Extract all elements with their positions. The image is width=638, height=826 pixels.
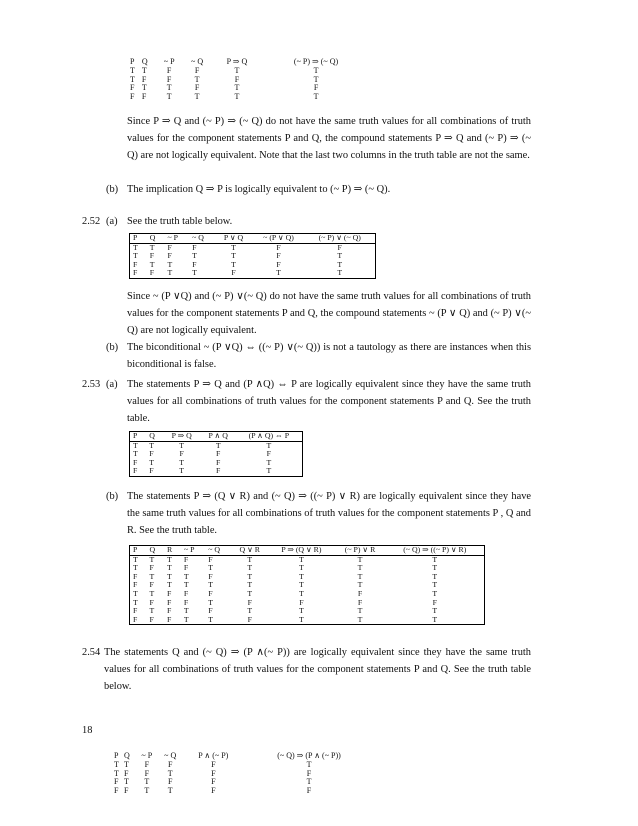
- bottom-table-cell: T: [167, 786, 173, 796]
- table-253b-cell: T: [183, 614, 189, 624]
- top-table-header: P: [130, 57, 135, 66]
- table-253b-cell: T: [432, 571, 438, 581]
- table-253a-header: P ∧ Q: [201, 432, 237, 442]
- table-253b-cell: T: [247, 580, 253, 590]
- table-253b-cell: T: [299, 563, 304, 573]
- table-252-cell: T: [276, 268, 281, 278]
- top-table-cell: T: [130, 74, 135, 84]
- bottom-table-cell: F: [144, 759, 150, 769]
- table-253a-cell: F: [179, 449, 184, 459]
- paragraph-252-conclusion: Since ~ (P ∨Q) and (~ P) ∨(~ Q) do not have the same truth values for all combinations of truth values for the component statements P and Q, the compound statements ~ (P ∨ Q) and (~ P) ∨(~ Q) are not logically equivalent.: [127, 291, 531, 336]
- top-table-cell: T: [194, 74, 200, 84]
- table-253b-cell: T: [299, 554, 304, 564]
- table-253b-cell: T: [133, 597, 138, 607]
- table-253b-cell: F: [149, 580, 154, 590]
- table-253b-cell: F: [208, 588, 213, 598]
- bottom-table-cell: F: [306, 768, 312, 778]
- bottom-table-cell: F: [211, 786, 216, 796]
- table-252-cell: F: [149, 251, 155, 261]
- bottom-table-header: P ∧ (~ P): [198, 751, 229, 760]
- label-253b: (b): [106, 491, 119, 502]
- table-253a-cell: T: [133, 440, 138, 450]
- table-252-cell: T: [231, 242, 236, 252]
- table-253b-row: [130, 573, 485, 582]
- table-252-cell: T: [167, 268, 173, 278]
- table-252-cell: T: [337, 251, 343, 261]
- top-table-cell: F: [166, 74, 172, 84]
- bottom-table-cell: T: [114, 759, 119, 769]
- table-253a-cell: F: [216, 449, 221, 459]
- problem-number-254: 2.54: [82, 647, 101, 658]
- table-252-cell: F: [192, 242, 197, 252]
- table-252-cell: F: [276, 242, 281, 252]
- table-253b-cell: F: [247, 597, 252, 607]
- table-253a-cell: T: [266, 457, 272, 467]
- bottom-table-cell: F: [211, 759, 216, 769]
- table-252-cell: F: [133, 268, 138, 278]
- table-253a-cell: F: [266, 449, 272, 459]
- top-table-cell: T: [166, 92, 172, 102]
- table-253b-row: [130, 599, 485, 608]
- table-253b-cell: T: [299, 606, 304, 616]
- table-253b-header: ~ Q: [205, 546, 231, 556]
- label-251b: (b): [106, 184, 119, 195]
- table-253a-cell: F: [149, 466, 154, 476]
- table-253a-cell: T: [266, 440, 272, 450]
- top-table-cell: T: [313, 92, 319, 102]
- bottom-table-cell: T: [306, 759, 312, 769]
- bottom-table-cell: T: [114, 768, 119, 778]
- table-252-header: P ∨ Q: [216, 234, 253, 244]
- label-253a: (a): [106, 379, 118, 390]
- table-253b-cell: F: [357, 588, 363, 598]
- table-253b-cell: T: [432, 614, 438, 624]
- truth-table-bottom: [114, 752, 374, 796]
- table-253b-cell: T: [299, 571, 304, 581]
- top-table-header: ~ P: [163, 57, 175, 66]
- top-table-row: [130, 76, 370, 85]
- top-table-cell: T: [166, 83, 172, 93]
- table-253b-cell: F: [167, 588, 172, 598]
- table-252-cell: F: [276, 251, 281, 261]
- table-252-cell: T: [133, 251, 138, 261]
- table-253a-header: P ⇒ Q: [164, 432, 201, 442]
- table-253b-row: [130, 564, 485, 573]
- table-253b-cell: T: [247, 563, 253, 573]
- text-254: The statements Q and (~ Q) ⇒ (P ∧(~ P)) are logically equivalent since they have the same truth values for all combinations of truth values for the component statements P and Q. See the truth table below.: [104, 647, 531, 692]
- top-table-cell: F: [141, 92, 147, 102]
- table-253a-cell: T: [149, 440, 155, 450]
- table-253b-cell: F: [183, 554, 189, 564]
- table-253b-cell: T: [357, 571, 363, 581]
- table-253b-cell: T: [432, 554, 438, 564]
- table-253b-cell: T: [432, 588, 438, 598]
- table-253a-cell: F: [133, 457, 138, 467]
- table-253b-cell: T: [357, 563, 363, 573]
- text-252b: The biconditional ~ (P ∨Q) ⇔ ((~ P) ∨(~ Q)) is not a tautology as there are instances when this biconditional is false.: [127, 342, 531, 370]
- top-table-cell: T: [141, 83, 147, 93]
- table-253b-header: (~ P) ∨ R: [335, 546, 387, 556]
- table-253b-cell: F: [149, 563, 154, 573]
- table-252-header: Q: [147, 234, 165, 244]
- table-253b-header: Q: [147, 546, 165, 556]
- table-252-cell: T: [231, 251, 236, 261]
- top-table-cell: T: [234, 65, 240, 75]
- table-253b-cell: T: [247, 571, 253, 581]
- bottom-table-cell: F: [167, 777, 173, 787]
- table-253b-cell: T: [357, 580, 363, 590]
- table-252-header: ~ (P ∨ Q): [253, 234, 306, 244]
- bottom-table-cell: F: [114, 777, 119, 787]
- table-253b-header: P ⇒ (Q ∨ R): [269, 546, 334, 556]
- table-253b-cell: F: [208, 571, 213, 581]
- table-253b-cell: F: [167, 606, 172, 616]
- table-253a-header: Q: [146, 432, 163, 442]
- text-252a: See the truth table below.: [127, 216, 233, 227]
- table-253b-cell: T: [133, 554, 138, 564]
- table-253b-cell: F: [149, 597, 154, 607]
- top-table-cell: F: [234, 74, 240, 84]
- table-253b-header: R: [164, 546, 181, 556]
- bottom-table-cell: T: [144, 786, 150, 796]
- table-252-cell: T: [149, 259, 155, 269]
- top-table-cell: F: [130, 92, 135, 102]
- problem-number-252: 2.52: [82, 216, 101, 227]
- table-253b-cell: F: [208, 554, 213, 564]
- table-253b-cell: F: [299, 597, 304, 607]
- top-table-row: [130, 84, 370, 93]
- table-253b-cell: T: [299, 580, 304, 590]
- table-253b-cell: T: [167, 563, 172, 573]
- table-253b-cell: F: [167, 614, 172, 624]
- table-253b-header: Q ∨ R: [231, 546, 269, 556]
- table-253b-cell: F: [183, 597, 189, 607]
- table-252-cell: T: [192, 268, 197, 278]
- top-table-cell: T: [313, 74, 319, 84]
- table-253b-cell: T: [183, 571, 189, 581]
- top-table-cell: T: [130, 65, 135, 75]
- table-252-cell: T: [149, 242, 155, 252]
- text-253b: The statements P ⇒ (Q ∨ R) and (~ Q) ⇒ ((~ P) ∨ R) are logically equivalent since they have the same truth values for all combinations of truth values for the component statements P , Q and R. See the truth table.: [127, 491, 531, 536]
- table-253a-header: P: [130, 432, 147, 442]
- table-252-cell: F: [337, 242, 342, 252]
- top-table-cell: F: [130, 83, 135, 93]
- top-table-header: Q: [141, 57, 148, 66]
- table-253a-cell: T: [266, 466, 272, 476]
- text-253a: The statements P ⇒ Q and (P ∧Q) ⇔ P are logically equivalent since they have the same truth values for all combinations of truth values for the component statements P and Q. See the truth table.: [127, 379, 531, 424]
- table-253a-cell: T: [179, 466, 185, 476]
- table-253b-cell: T: [247, 588, 253, 598]
- table-252-cell: F: [167, 251, 172, 261]
- table-253b-cell: T: [167, 554, 172, 564]
- table-253b-cell: T: [149, 571, 155, 581]
- table-252-row: [130, 269, 376, 278]
- table-253b-cell: T: [247, 606, 253, 616]
- table-253b-row: [130, 555, 485, 564]
- table-253a-cell: F: [216, 457, 221, 467]
- table-253b-cell: F: [432, 597, 437, 607]
- table-253b-cell: T: [299, 614, 304, 624]
- table-253a-cell: T: [215, 440, 221, 450]
- bottom-table-row: [114, 770, 374, 779]
- bottom-table-header: P: [114, 751, 119, 760]
- table-252-cell: F: [149, 268, 155, 278]
- table-253b-cell: F: [167, 597, 172, 607]
- table-253b-cell: T: [133, 563, 138, 573]
- table-253b-cell: T: [183, 580, 189, 590]
- truth-table-252: [129, 233, 376, 279]
- top-table-cell: F: [141, 74, 147, 84]
- table-253b-cell: F: [149, 614, 154, 624]
- table-253b-cell: T: [149, 606, 155, 616]
- paragraph-251-conclusion: Since P ⇒ Q and (~ P) ⇒ (~ Q) do not have the same truth values for all combinations of truth values for the component statements P and Q, the compound statements P ⇒ Q and (~ P) ⇒ (~ Q) are not logically equivalent. Note that the last two columns in the truth table are not the same.: [127, 116, 531, 161]
- table-253b-cell: T: [432, 606, 438, 616]
- table-253b-cell: T: [208, 597, 213, 607]
- table-253b-cell: T: [167, 580, 172, 590]
- page-number: 18: [82, 725, 93, 736]
- table-253b-cell: T: [432, 580, 438, 590]
- bottom-table-cell: F: [211, 768, 216, 778]
- bottom-table-row: [114, 787, 374, 796]
- table-253b-cell: F: [183, 563, 189, 573]
- table-253b-cell: T: [167, 571, 172, 581]
- bottom-table-cell: F: [123, 768, 129, 778]
- bottom-table-header: ~ P: [141, 751, 153, 760]
- table-253a-cell: F: [149, 449, 154, 459]
- table-253b-row: [130, 590, 485, 599]
- problem-number-253: 2.53: [82, 379, 101, 390]
- table-253b-cell: T: [208, 614, 213, 624]
- table-253a-cell: T: [179, 440, 185, 450]
- table-252-cell: T: [337, 268, 343, 278]
- table-253b-cell: F: [247, 614, 252, 624]
- top-table-cell: T: [234, 83, 240, 93]
- bottom-table-cell: T: [123, 777, 129, 787]
- table-253b-row: [130, 607, 485, 616]
- table-252-cell: F: [192, 259, 197, 269]
- top-table-cell: T: [141, 65, 147, 75]
- table-252-cell: T: [337, 259, 343, 269]
- top-table-header: (~ P) ⇒ (~ Q): [293, 57, 339, 66]
- table-253b-cell: T: [247, 554, 253, 564]
- bottom-table-cell: F: [123, 786, 129, 796]
- bottom-table-header: Q: [123, 751, 130, 760]
- table-253b-header: (~ Q) ⇒ ((~ P) ∨ R): [387, 546, 485, 556]
- table-253b-cell: F: [183, 588, 189, 598]
- table-253b-cell: T: [357, 554, 363, 564]
- table-253b-header: ~ P: [181, 546, 205, 556]
- top-table-cell: T: [234, 92, 240, 102]
- table-253a-cell: F: [133, 466, 138, 476]
- table-253b-cell: F: [133, 606, 138, 616]
- table-253b-cell: T: [357, 606, 363, 616]
- table-253b-cell: T: [149, 554, 155, 564]
- bottom-table-cell: F: [167, 759, 173, 769]
- table-252-cell: T: [231, 259, 236, 269]
- bottom-table-cell: F: [306, 786, 312, 796]
- table-253b-cell: T: [208, 580, 213, 590]
- table-252-cell: F: [133, 259, 138, 269]
- table-253b-header: P: [130, 546, 147, 556]
- top-table-header: P ⇒ Q: [226, 57, 248, 66]
- bottom-table-row: [114, 778, 374, 787]
- table-253a-header: (P ∧ Q) ⇔ P: [237, 432, 303, 442]
- table-253b-cell: T: [208, 563, 213, 573]
- table-253b-cell: T: [357, 614, 363, 624]
- bottom-table-row: [114, 761, 374, 770]
- table-253b-cell: F: [133, 571, 138, 581]
- table-252-cell: T: [192, 251, 197, 261]
- top-table-cell: T: [313, 65, 319, 75]
- truth-table-253a: [129, 431, 303, 477]
- top-table-header: ~ Q: [190, 57, 204, 66]
- top-table-row: [130, 67, 370, 76]
- top-table-cell: T: [194, 92, 200, 102]
- table-253a-cell: T: [149, 457, 155, 467]
- table-252-header: ~ P: [165, 234, 190, 244]
- table-252-cell: F: [231, 268, 236, 278]
- top-table-row: [130, 93, 370, 102]
- table-252-cell: F: [167, 242, 172, 252]
- top-table-cell: F: [166, 65, 172, 75]
- table-252-header: ~ Q: [189, 234, 215, 244]
- table-253b-cell: F: [357, 597, 363, 607]
- table-253b-cell: F: [208, 606, 213, 616]
- table-253a-cell: T: [133, 449, 138, 459]
- label-252a: (a): [106, 216, 118, 227]
- table-253b-cell: T: [149, 588, 155, 598]
- bottom-table-cell: F: [144, 768, 150, 778]
- table-253b-cell: T: [299, 588, 304, 598]
- table-253b-cell: F: [133, 614, 138, 624]
- truth-table-top: [130, 58, 370, 102]
- table-252-cell: T: [167, 259, 173, 269]
- table-253b-cell: T: [183, 606, 189, 616]
- table-253b-row: [130, 581, 485, 590]
- bottom-table-cell: F: [211, 777, 216, 787]
- bottom-table-cell: T: [306, 777, 312, 787]
- table-253b-cell: T: [432, 563, 438, 573]
- table-253b-row: [130, 616, 485, 625]
- table-253b-cell: T: [133, 588, 138, 598]
- table-252-cell: T: [133, 242, 138, 252]
- table-252-header: P: [130, 234, 147, 244]
- table-252-cell: F: [276, 259, 281, 269]
- table-253a-row: [130, 467, 303, 476]
- truth-table-253b: [129, 545, 485, 625]
- top-table-cell: F: [194, 83, 200, 93]
- text-251b: The implication Q ⇒ P is logically equivalent to (~ P) ⇒ (~ Q).: [127, 184, 391, 195]
- table-253a-cell: T: [179, 457, 185, 467]
- label-252b: (b): [106, 342, 119, 353]
- table-252-header: (~ P) ∨ (~ Q): [305, 234, 375, 244]
- bottom-table-cell: T: [123, 759, 129, 769]
- table-253a-cell: F: [216, 466, 221, 476]
- bottom-table-header: (~ Q) ⇒ (P ∧ (~ P)): [277, 751, 341, 760]
- table-253b-cell: F: [133, 580, 138, 590]
- top-table-cell: F: [313, 83, 319, 93]
- bottom-table-cell: F: [114, 786, 119, 796]
- bottom-table-cell: T: [144, 777, 150, 787]
- top-table-cell: F: [194, 65, 200, 75]
- bottom-table-cell: T: [167, 768, 173, 778]
- bottom-table-header: ~ Q: [164, 751, 177, 760]
